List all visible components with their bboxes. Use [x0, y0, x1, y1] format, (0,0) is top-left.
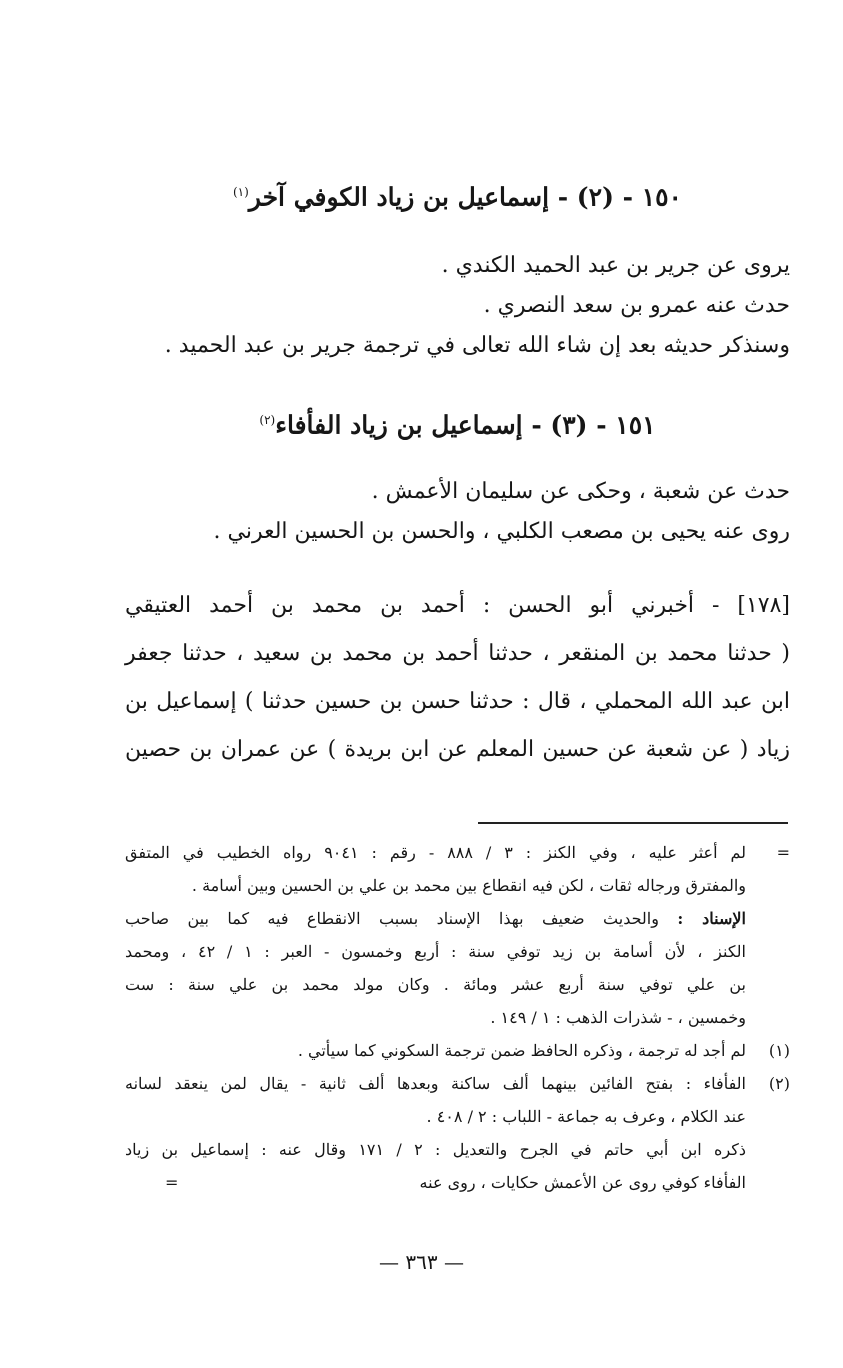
entry-heading: ١٥٠ - (٢) - إسماعيل بن زياد الكوفي آخر$^{(١)}$ — [232, 182, 682, 212]
text-line: روى عنه يحيى بن مصعب الكلبي ، والحسن بن الحسين العرني . — [213, 519, 790, 544]
footnote-line: بن علي توفي سنة أربع عشر ومائة . وكان مولد محمد بن علي سنة : ست — [125, 975, 746, 994]
footnote-continued — [125, 836, 790, 1034]
footnotes — [125, 836, 790, 1199]
entry-150-body — [125, 246, 790, 366]
continuation-mark: = — [165, 1173, 179, 1192]
text-line: وسنذكر حديثه بعد إن شاء الله تعالى في ترجمة جرير بن عبد الحميد . — [164, 333, 790, 358]
footnote-line: والمفترق ورجاله ثقات ، لكن فيه انقطاع بين محمد بن علي بن الحسين وبين أسامة . — [191, 876, 746, 895]
text-line: ( حدثنا محمد بن المنقعر ، حدثنا أحمد بن محمد بن سعيد ، حدثنا جعفر — [125, 641, 790, 666]
footnote-line: الكنز ، لأن أسامة بن زيد توفي سنة : أربع وخمسون - العبر : ١ / ٤٢ ، ومحمد — [125, 942, 746, 961]
footnote-line: الفأفاء كوفي روى عن الأعمش حكايات ، روى عنه = — [125, 1166, 746, 1199]
footnote-line: الإسناد : والحديث ضعيف بهذا الإسناد بسبب الانقطاع فيه كما بين صاحب — [125, 909, 746, 928]
footnote-mark: (٢) — [768, 1074, 790, 1093]
text-line: حدث عنه عمرو بن سعد النصري . — [483, 293, 790, 318]
footnote-line: ذكره ابن أبي حاتم في الجرح والتعديل : ٢ / ١٧١ وقال عنه : إسماعيل بن زياد — [125, 1140, 747, 1159]
text-line: ابن عبد الله المحملي ، قال : حدثنا حسن بن حسين حدثنا ) إسماعيل بن — [125, 689, 790, 714]
footnote-mark: = — [776, 843, 790, 862]
footnote-line: لم أجد له ترجمة ، وذكره الحافظ ضمن ترجمة السكوني كما سيأتي . — [297, 1041, 746, 1060]
footnote-ref[interactable]: (١) — [232, 185, 249, 199]
page-number: — ٣٦٣ — — [379, 1250, 464, 1274]
bold-lead: الإسناد : — [677, 909, 746, 928]
hadith-178 — [125, 582, 790, 774]
footnote-line: لم أعثر عليه ، وفي الكنز : ٣ / ٨٨٨ - رقم : ٩٠٤١ رواه الخطيب في المتفق — [125, 843, 746, 862]
text-line: يروى عن جرير بن عبد الحميد الكندي . — [441, 253, 790, 278]
footnote-line: الفأفاء : بفتح الفائين بينهما ألف ساكنة وبعدها ألف ثانية - يقال لمن ينعقد لسانه — [125, 1074, 746, 1093]
footnote-mark: (١) — [768, 1041, 790, 1060]
entry-151 — [125, 400, 790, 445]
text-line: [١٧٨] - أخبرني أبو الحسن : أحمد بن محمد بن أحمد العتيقي — [125, 593, 790, 618]
entry-151-body — [125, 472, 790, 552]
entry-heading: ١٥١ - (٣) - إسماعيل بن زياد الفأفاء$^{(٢)}$ — [259, 410, 656, 440]
footnote-1 — [125, 1034, 790, 1067]
footnote-separator — [478, 822, 788, 824]
footnote-line: عند الكلام ، وعرف به جماعة - اللباب : ٢ / ٤٠٨ . — [426, 1107, 746, 1126]
footnote-line: وخمسين ، - شذرات الذهب : ١ / ١٤٩ . — [490, 1008, 746, 1027]
entry-150 — [125, 172, 790, 217]
footnote-ref[interactable]: (٢) — [259, 413, 276, 427]
text-line: زياد ( عن شعبة عن حسين المعلم عن ابن بريدة ) عن عمران بن حصين — [125, 737, 790, 762]
text-line: حدث عن شعبة ، وحكى عن سليمان الأعمش . — [371, 479, 790, 504]
footnote-2 — [125, 1067, 790, 1199]
